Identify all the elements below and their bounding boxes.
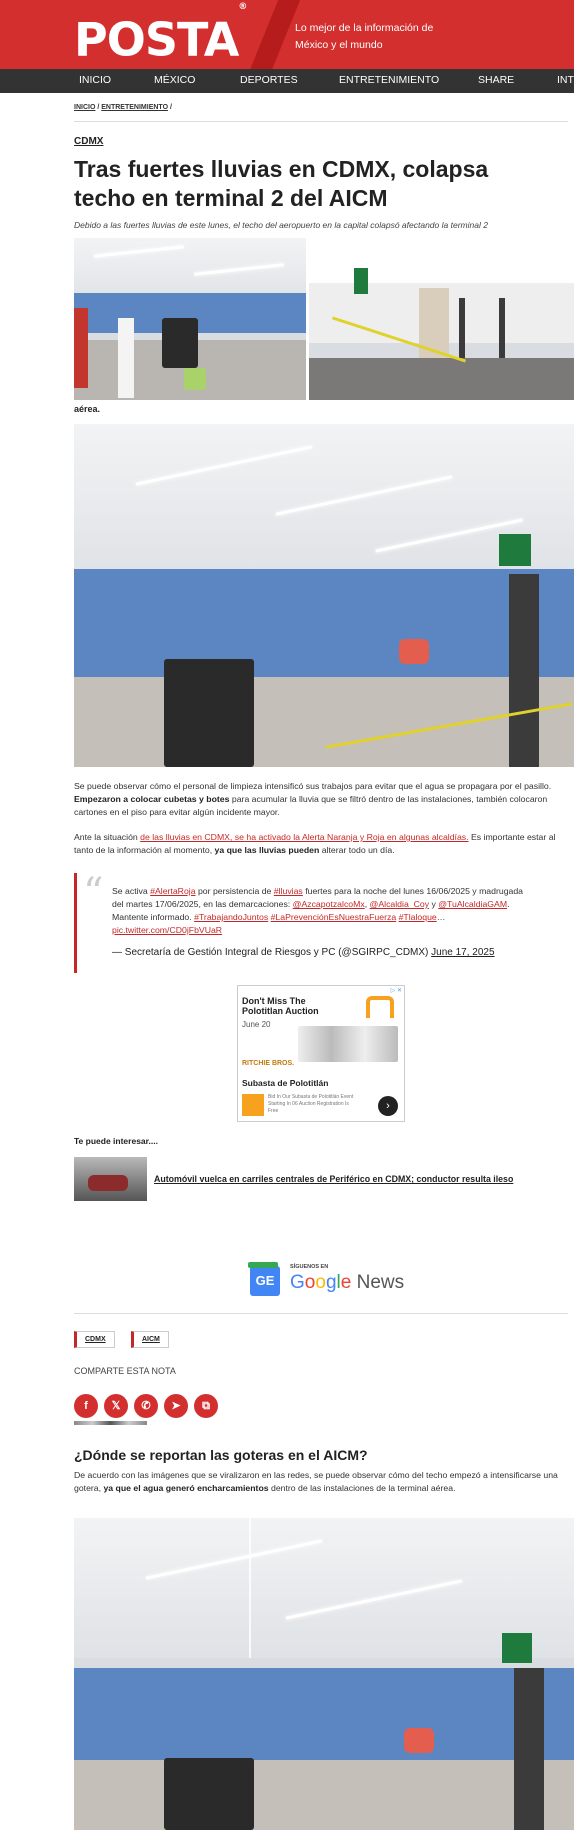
related-article-thumbnail[interactable] — [74, 1157, 147, 1201]
ad-brand-logo-icon — [242, 1094, 264, 1116]
wordmark-letter: G — [290, 1272, 305, 1293]
related-article-title[interactable]: Automóvil vuelca en carriles centrales de Periférico en CDMX; conductor resulta ileso — [154, 1174, 514, 1184]
quote-icon: “ — [83, 870, 104, 916]
paragraph-text: Se puede observar cómo el personal de limpieza intensificó sus trabajos para evitar que el agua se propagara por el pasillo. — [74, 781, 552, 791]
article-paragraph — [74, 831, 568, 857]
ad-description: Bid In Our Subasta de Polotitlán Event Starting In 06 Auction Registration Is Free — [268, 1094, 354, 1114]
nav-item-share[interactable]: SHARE — [478, 74, 515, 86]
embedded-tweet — [74, 870, 568, 973]
wordmark-letter: o — [315, 1272, 326, 1293]
tagline-line-2: México y el mundo — [295, 39, 383, 51]
paragraph-text: para acumular la lluvia que se filtró dentro de las instalaciones, también colocaron cartones en el piso para evitar algún incidente mayor. — [74, 794, 548, 817]
logo-mark: ® — [238, 2, 247, 12]
ritchie-bros-logo-icon — [366, 996, 394, 1018]
breadcrumb-separator: / — [97, 104, 100, 111]
article-link-lluvias[interactable]: de las lluvias en CDMX, se ha activado la Alerta Naranja y Roja en algunas alcaldías. — [140, 832, 469, 842]
paragraph-text: alterar todo un día. — [319, 845, 395, 855]
paragraph-text: Ante la situación — [74, 832, 141, 842]
tweet-text-segment: … — [436, 912, 446, 922]
breadcrumb-separator: / — [169, 104, 172, 111]
nav-item-deportes[interactable]: DEPORTES — [240, 74, 298, 86]
tag-aicm[interactable]: AICM — [131, 1331, 169, 1348]
truck-image — [298, 1026, 398, 1062]
wordmark-letter: e — [340, 1272, 352, 1293]
section-heading: ¿Dónde se reportan las goteras en el AICM? — [74, 1447, 368, 1463]
tagline-line-1: Lo mejor de la información de — [295, 22, 434, 34]
divider — [74, 121, 568, 122]
breadcrumb-section[interactable]: ENTRETENIMIENTO — [101, 104, 169, 111]
tweet-text — [112, 885, 532, 937]
tweet-text-segment: Se activa — [112, 886, 151, 896]
wordmark-letter: o — [304, 1272, 316, 1293]
tweet-author: — Secretaría de Gestión Integral de Riesgos y PC (@SGIRPC_CDMX) — [112, 947, 432, 958]
x-twitter-icon[interactable]: 𝕏 — [104, 1394, 128, 1418]
related-article[interactable] — [74, 1157, 568, 1201]
tweet-pic-link[interactable]: pic.twitter.com/CD0jFbVUaR — [112, 925, 223, 935]
tweet-text-segment: fuertes para la noche del lunes 16/06/2025 y madrugada del martes 17/06/2025, en las demarcaciones: — [112, 886, 524, 909]
tweet-text-segment: y — [429, 899, 439, 909]
wordmark-letter: g — [325, 1272, 337, 1293]
nav-item-entretenimiento[interactable]: ENTRETENIMIENTO — [339, 74, 440, 86]
nav-item-inicio[interactable]: INICIO — [79, 74, 112, 86]
tweet-hashtag[interactable]: #Tlaloque — [398, 912, 437, 922]
tweet-hashtag[interactable]: #LaPrevenciónEsNuestraFuerza — [270, 912, 397, 922]
ad-choices-icon[interactable]: ▷ ✕ — [390, 988, 402, 994]
google-news-follow-label: SÍGUENOS EN — [290, 1264, 329, 1270]
ad-brand: RITCHIE BROS. — [242, 1060, 295, 1067]
hero-image-left — [74, 238, 306, 400]
whatsapp-icon[interactable]: ✆ — [134, 1394, 158, 1418]
article-paragraph — [74, 780, 568, 819]
paragraph-bold: ya que las lluvias pueden — [214, 845, 320, 855]
tweet-text-segment: , — [364, 899, 370, 909]
paragraph-bold: Empezaron a colocar cubetas y botes — [74, 794, 230, 804]
wordmark-letter: l — [336, 1272, 341, 1293]
article-paragraph — [74, 1469, 568, 1495]
ad-date: June 20 — [242, 1020, 271, 1029]
header-tagline — [295, 20, 475, 54]
nav-item-internacional[interactable]: INTE — [557, 74, 581, 86]
breadcrumb — [74, 104, 172, 111]
copy-link-icon[interactable]: ⧉ — [194, 1394, 218, 1418]
share-label: COMPARTE ESTA NOTA — [74, 1366, 176, 1376]
google-news-follow[interactable] — [246, 1262, 405, 1298]
article-title: Tras fuertes lluvias en CDMX, colapsa techo en terminal 2 del AICM — [74, 156, 489, 211]
wordmark-news: News — [351, 1272, 405, 1293]
tweet-hashtag[interactable]: #TrabajandoJuntos — [194, 912, 269, 922]
second-image-terminal — [74, 1518, 574, 1830]
tweet-date-link[interactable]: June 17, 2025 — [431, 947, 495, 958]
site-header — [0, 0, 574, 69]
paragraph-text: dentro de las instalaciones de la terminal aérea. — [268, 1483, 456, 1493]
tweet-mention[interactable]: @TuAlcaldiaGAM — [438, 899, 508, 909]
ad-subtitle: Subasta de Polotitlán — [242, 1078, 329, 1088]
ad-headline: Don't Miss The Polotitlan Auction — [242, 996, 319, 1016]
tag-cdmx[interactable]: CDMX — [74, 1331, 115, 1348]
image-caption-tail: aérea. — [74, 404, 101, 414]
paragraph-text: De acuerdo con las imágenes que se viralizaron en las redes, se puede observar cómo del techo empezó a intensificarse una gotera, — [74, 1470, 558, 1493]
article-category[interactable]: CDMX — [74, 136, 104, 147]
related-label: Te puede interesar.... — [74, 1136, 158, 1146]
telegram-icon[interactable]: ➤ — [164, 1394, 188, 1418]
hero-image-right — [309, 238, 574, 400]
tweet-text-segment: . Mantente informado. — [112, 899, 510, 922]
main-image-terminal — [74, 424, 574, 767]
image-strip — [74, 1421, 147, 1425]
nav-item-mexico[interactable]: MÉXICO — [154, 74, 196, 86]
tweet-hashtag[interactable]: #AlertaRoja — [150, 886, 196, 896]
paragraph-bold: ya que el agua generó encharcamientos — [103, 1483, 269, 1493]
google-news-icon: GE — [250, 1266, 280, 1296]
chevron-right-icon[interactable]: › — [378, 1096, 398, 1116]
tweet-mention[interactable]: @AzcapotzalcoMx — [292, 899, 365, 909]
main-nav — [0, 69, 581, 93]
paragraph-text: Es importante estar al tanto de la información al momento, — [74, 832, 556, 855]
advertisement[interactable] — [237, 985, 405, 1122]
facebook-icon[interactable]: f — [74, 1394, 98, 1418]
tweet-mention[interactable]: @Alcaldia_Coy — [369, 899, 430, 909]
article-subtitle: Debido a las fuertes lluvias de este lunes, el techo del aeropuerto en la capital colapsó afectando la terminal 2 — [74, 220, 488, 230]
tweet-text-segment: por persistencia de — [195, 886, 274, 896]
site-logo[interactable] — [74, 2, 247, 67]
tweet-hashtag[interactable]: #lluvias — [273, 886, 303, 896]
divider — [74, 1313, 568, 1314]
google-news-wordmark — [290, 1272, 404, 1294]
breadcrumb-home[interactable]: INICIO — [74, 104, 96, 111]
tweet-source — [112, 947, 562, 958]
logo-text: POSTA — [74, 12, 239, 67]
